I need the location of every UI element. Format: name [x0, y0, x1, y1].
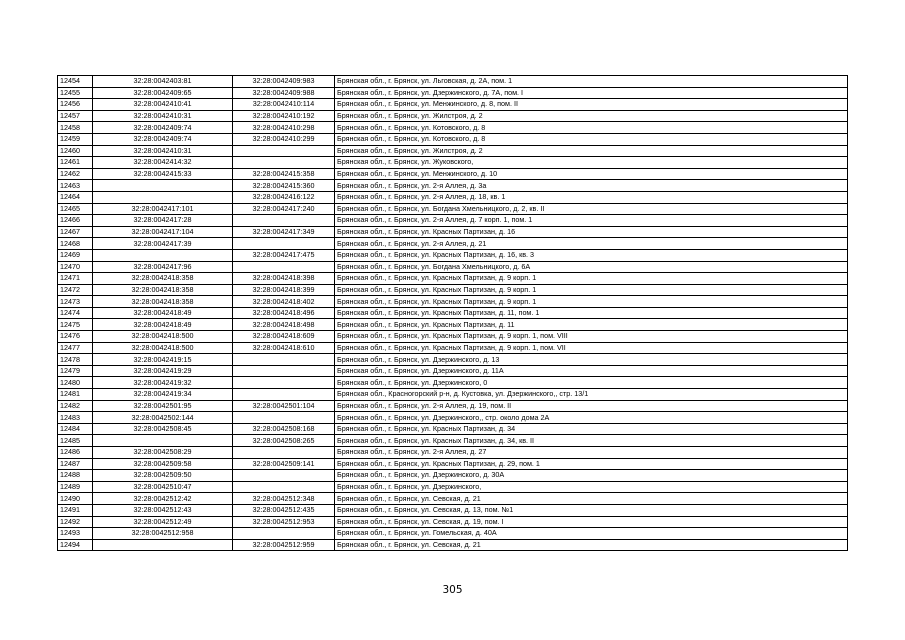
object-cadastral-number-cell: 32:28:0042417:475	[233, 249, 335, 261]
table-row	[58, 377, 848, 389]
land-cadastral-number-cell: 32:28:0042512:958	[93, 528, 233, 540]
address-cell: Брянская обл., г. Брянск, ул. Дзержинского,	[335, 481, 848, 493]
table-row	[58, 539, 848, 551]
address-cell: Брянская обл., г. Брянск, ул. Красных Партизан, д. 29, пом. 1	[335, 458, 848, 470]
table-row	[58, 493, 848, 505]
row-number-cell: 12474	[58, 307, 93, 319]
table-row	[58, 458, 848, 470]
address-cell: Брянская обл., г. Брянск, ул. 2-я Аллея, д. 19, пом. II	[335, 400, 848, 412]
property-register-table	[57, 75, 848, 551]
land-cadastral-number-cell: 32:28:0042410:41	[93, 99, 233, 111]
table-row	[58, 215, 848, 227]
table-row	[58, 365, 848, 377]
object-cadastral-number-cell: 32:28:0042415:358	[233, 168, 335, 180]
land-cadastral-number-cell: 32:28:0042417:104	[93, 226, 233, 238]
address-cell: Брянская обл., г. Брянск, ул. Льговская, д. 2А, пом. 1	[335, 76, 848, 88]
land-cadastral-number-cell: 32:28:0042417:39	[93, 238, 233, 250]
land-cadastral-number-cell: 32:28:0042419:29	[93, 365, 233, 377]
land-cadastral-number-cell: 32:28:0042418:49	[93, 307, 233, 319]
address-cell: Брянская обл., г. Брянск, ул. Севская, д. 21	[335, 493, 848, 505]
land-cadastral-number-cell: 32:28:0042415:33	[93, 168, 233, 180]
object-cadastral-number-cell	[233, 389, 335, 401]
object-cadastral-number-cell: 32:28:0042409:983	[233, 76, 335, 88]
table-row	[58, 342, 848, 354]
address-cell: Брянская обл., г. Брянск, ул. Дзержинского, д. 7А, пом. I	[335, 87, 848, 99]
object-cadastral-number-cell	[233, 157, 335, 169]
land-cadastral-number-cell: 32:28:0042419:32	[93, 377, 233, 389]
row-number-cell: 12484	[58, 423, 93, 435]
table-row	[58, 412, 848, 424]
address-cell: Брянская обл., г. Брянск, ул. 2-я Аллея, д. 27	[335, 447, 848, 459]
land-cadastral-number-cell: 32:28:0042403:81	[93, 76, 233, 88]
address-cell: Брянская обл., г. Брянск, ул. 2-я Аллея, д. 7 корп. 1, пом. 1	[335, 215, 848, 227]
table-row	[58, 191, 848, 203]
table-row	[58, 284, 848, 296]
object-cadastral-number-cell: 32:28:0042508:168	[233, 423, 335, 435]
object-cadastral-number-cell: 32:28:0042512:953	[233, 516, 335, 528]
address-cell: Брянская обл., г. Брянск, ул. Красных Партизан, д. 16	[335, 226, 848, 238]
land-cadastral-number-cell: 32:28:0042418:500	[93, 331, 233, 343]
object-cadastral-number-cell: 32:28:0042417:240	[233, 203, 335, 215]
row-number-cell: 12483	[58, 412, 93, 424]
land-cadastral-number-cell: 32:28:0042502:144	[93, 412, 233, 424]
row-number-cell: 12493	[58, 528, 93, 540]
table-row	[58, 389, 848, 401]
object-cadastral-number-cell	[233, 145, 335, 157]
table-row	[58, 435, 848, 447]
land-cadastral-number-cell	[93, 180, 233, 192]
object-cadastral-number-cell: 32:28:0042418:498	[233, 319, 335, 331]
address-cell: Брянская обл., г. Брянск, ул. 2-я Аллея, д. 18, кв. 1	[335, 191, 848, 203]
row-number-cell: 12457	[58, 110, 93, 122]
land-cadastral-number-cell: 32:28:0042418:49	[93, 319, 233, 331]
land-cadastral-number-cell: 32:28:0042418:358	[93, 273, 233, 285]
row-number-cell: 12463	[58, 180, 93, 192]
table-row	[58, 273, 848, 285]
address-cell: Брянская обл., г. Брянск, ул. Жуковского,	[335, 157, 848, 169]
table-row	[58, 516, 848, 528]
table-row	[58, 76, 848, 88]
row-number-cell: 12487	[58, 458, 93, 470]
row-number-cell: 12472	[58, 284, 93, 296]
row-number-cell: 12469	[58, 249, 93, 261]
table-row	[58, 133, 848, 145]
table-row	[58, 423, 848, 435]
object-cadastral-number-cell	[233, 354, 335, 366]
object-cadastral-number-cell	[233, 215, 335, 227]
address-cell: Брянская обл., г. Брянск, ул. Севская, д. 21	[335, 539, 848, 551]
address-cell: Брянская обл., г. Брянск, ул. Дзержинского, 0	[335, 377, 848, 389]
object-cadastral-number-cell: 32:28:0042418:402	[233, 296, 335, 308]
object-cadastral-number-cell: 32:28:0042418:496	[233, 307, 335, 319]
row-number-cell: 12480	[58, 377, 93, 389]
object-cadastral-number-cell	[233, 377, 335, 389]
address-cell: Брянская обл., г. Брянск, ул. Красных Партизан, д. 9 корп. 1	[335, 284, 848, 296]
land-cadastral-number-cell: 32:28:0042418:358	[93, 296, 233, 308]
row-number-cell: 12491	[58, 504, 93, 516]
table-row	[58, 122, 848, 134]
address-cell: Брянская обл., г. Брянск, ул. Красных Партизан, д. 34, кв. II	[335, 435, 848, 447]
row-number-cell: 12470	[58, 261, 93, 273]
table-row	[58, 296, 848, 308]
address-cell: Брянская обл., г. Брянск, ул. Севская, д. 13, пом. №1	[335, 504, 848, 516]
row-number-cell: 12465	[58, 203, 93, 215]
object-cadastral-number-cell: 32:28:0042512:348	[233, 493, 335, 505]
table-row	[58, 307, 848, 319]
table-row	[58, 226, 848, 238]
object-cadastral-number-cell	[233, 470, 335, 482]
address-cell: Брянская обл., г. Брянск, ул. Красных Партизан, д. 16, кв. 3	[335, 249, 848, 261]
table-row	[58, 87, 848, 99]
address-cell: Брянская обл., г. Брянск, ул. Менжинского, д. 10	[335, 168, 848, 180]
address-cell: Брянская обл., г. Брянск, ул. 2-я Аллея, д. 21	[335, 238, 848, 250]
row-number-cell: 12461	[58, 157, 93, 169]
land-cadastral-number-cell: 32:28:0042419:34	[93, 389, 233, 401]
row-number-cell: 12478	[58, 354, 93, 366]
object-cadastral-number-cell: 32:28:0042416:122	[233, 191, 335, 203]
row-number-cell: 12485	[58, 435, 93, 447]
row-number-cell: 12475	[58, 319, 93, 331]
row-number-cell: 12490	[58, 493, 93, 505]
object-cadastral-number-cell: 32:28:0042410:114	[233, 99, 335, 111]
table-row	[58, 319, 848, 331]
object-cadastral-number-cell	[233, 528, 335, 540]
land-cadastral-number-cell	[93, 435, 233, 447]
land-cadastral-number-cell	[93, 249, 233, 261]
table-row	[58, 354, 848, 366]
row-number-cell: 12466	[58, 215, 93, 227]
address-cell: Брянская обл., г. Брянск, ул. Дзержинского, д. 13	[335, 354, 848, 366]
land-cadastral-number-cell: 32:28:0042501:95	[93, 400, 233, 412]
row-number-cell: 12464	[58, 191, 93, 203]
object-cadastral-number-cell: 32:28:0042418:610	[233, 342, 335, 354]
row-number-cell: 12482	[58, 400, 93, 412]
object-cadastral-number-cell	[233, 261, 335, 273]
row-number-cell: 12467	[58, 226, 93, 238]
table-row	[58, 261, 848, 273]
land-cadastral-number-cell: 32:28:0042509:58	[93, 458, 233, 470]
address-cell: Брянская обл., г. Брянск, ул. Красных Партизан, д. 9 корп. 1	[335, 273, 848, 285]
land-cadastral-number-cell: 32:28:0042508:29	[93, 447, 233, 459]
address-cell: Брянская обл., г. Брянск, ул. Гомельская, д. 40А	[335, 528, 848, 540]
address-cell: Брянская обл., г. Брянск, ул. 2-я Аллея, д. 3а	[335, 180, 848, 192]
row-number-cell: 12494	[58, 539, 93, 551]
table-row	[58, 400, 848, 412]
land-cadastral-number-cell: 32:28:0042410:31	[93, 145, 233, 157]
address-cell: Брянская обл., Красногорский р-н, д. Кустовка, ул. Дзержинского,, стр. 13/1	[335, 389, 848, 401]
row-number-cell: 12456	[58, 99, 93, 111]
land-cadastral-number-cell: 32:28:0042418:358	[93, 284, 233, 296]
land-cadastral-number-cell: 32:28:0042409:65	[93, 87, 233, 99]
land-cadastral-number-cell: 32:28:0042512:49	[93, 516, 233, 528]
address-cell: Брянская обл., г. Брянск, ул. Дзержинского,, стр. около дома 2А	[335, 412, 848, 424]
object-cadastral-number-cell: 32:28:0042418:398	[233, 273, 335, 285]
object-cadastral-number-cell	[233, 481, 335, 493]
table-row	[58, 110, 848, 122]
object-cadastral-number-cell: 32:28:0042418:399	[233, 284, 335, 296]
object-cadastral-number-cell: 32:28:0042410:299	[233, 133, 335, 145]
address-cell: Брянская обл., г. Брянск, ул. Красных Партизан, д. 11	[335, 319, 848, 331]
object-cadastral-number-cell: 32:28:0042418:609	[233, 331, 335, 343]
table-row	[58, 99, 848, 111]
land-cadastral-number-cell: 32:28:0042509:50	[93, 470, 233, 482]
row-number-cell: 12460	[58, 145, 93, 157]
table-row	[58, 249, 848, 261]
address-cell: Брянская обл., г. Брянск, ул. Котовского, д. 8	[335, 122, 848, 134]
address-cell: Брянская обл., г. Брянск, ул. Богдана Хмельницкого, д. 2, кв. II	[335, 203, 848, 215]
land-cadastral-number-cell: 32:28:0042512:43	[93, 504, 233, 516]
land-cadastral-number-cell	[93, 539, 233, 551]
address-cell: Брянская обл., г. Брянск, ул. Красных Партизан, д. 11, пом. 1	[335, 307, 848, 319]
land-cadastral-number-cell: 32:28:0042418:500	[93, 342, 233, 354]
land-cadastral-number-cell: 32:28:0042512:42	[93, 493, 233, 505]
table-row	[58, 447, 848, 459]
object-cadastral-number-cell: 32:28:0042415:360	[233, 180, 335, 192]
address-cell: Брянская обл., г. Брянск, ул. Жилстроя, д. 2	[335, 110, 848, 122]
row-number-cell: 12455	[58, 87, 93, 99]
address-cell: Брянская обл., г. Брянск, ул. Красных Партизан, д. 9 корп. 1	[335, 296, 848, 308]
address-cell: Брянская обл., г. Брянск, ул. Дзержинского, д. 11А	[335, 365, 848, 377]
address-cell: Брянская обл., г. Брянск, ул. Красных Партизан, д. 9 корп. 1, пом. VII	[335, 342, 848, 354]
land-cadastral-number-cell: 32:28:0042419:15	[93, 354, 233, 366]
row-number-cell: 12489	[58, 481, 93, 493]
land-cadastral-number-cell: 32:28:0042510:47	[93, 481, 233, 493]
land-cadastral-number-cell: 32:28:0042417:101	[93, 203, 233, 215]
row-number-cell: 12477	[58, 342, 93, 354]
row-number-cell: 12454	[58, 76, 93, 88]
table-row	[58, 203, 848, 215]
address-cell: Брянская обл., г. Брянск, ул. Красных Партизан, д. 34	[335, 423, 848, 435]
row-number-cell: 12476	[58, 331, 93, 343]
address-cell: Брянская обл., г. Брянск, ул. Менжинского, д. 8, пом. II	[335, 99, 848, 111]
table-row	[58, 180, 848, 192]
object-cadastral-number-cell	[233, 447, 335, 459]
land-cadastral-number-cell: 32:28:0042417:28	[93, 215, 233, 227]
address-cell: Брянская обл., г. Брянск, ул. Дзержинского, д. 30А	[335, 470, 848, 482]
table-row	[58, 331, 848, 343]
land-cadastral-number-cell: 32:28:0042417:96	[93, 261, 233, 273]
object-cadastral-number-cell	[233, 238, 335, 250]
table-row	[58, 481, 848, 493]
table-row	[58, 157, 848, 169]
land-cadastral-number-cell	[93, 191, 233, 203]
address-cell: Брянская обл., г. Брянск, ул. Севская, д. 19, пом. I	[335, 516, 848, 528]
table-row	[58, 504, 848, 516]
object-cadastral-number-cell: 32:28:0042410:192	[233, 110, 335, 122]
land-cadastral-number-cell: 32:28:0042409:74	[93, 133, 233, 145]
address-cell: Брянская обл., г. Брянск, ул. Котовского, д. 8	[335, 133, 848, 145]
object-cadastral-number-cell: 32:28:0042417:349	[233, 226, 335, 238]
row-number-cell: 12492	[58, 516, 93, 528]
address-cell: Брянская обл., г. Брянск, ул. Жилстроя, д. 2	[335, 145, 848, 157]
row-number-cell: 12462	[58, 168, 93, 180]
land-cadastral-number-cell: 32:28:0042409:74	[93, 122, 233, 134]
row-number-cell: 12471	[58, 273, 93, 285]
object-cadastral-number-cell: 32:28:0042409:988	[233, 87, 335, 99]
object-cadastral-number-cell: 32:28:0042501:104	[233, 400, 335, 412]
address-cell: Брянская обл., г. Брянск, ул. Богдана Хмельницкого, д. 6А	[335, 261, 848, 273]
land-cadastral-number-cell: 32:28:0042414:32	[93, 157, 233, 169]
row-number-cell: 12473	[58, 296, 93, 308]
row-number-cell: 12486	[58, 447, 93, 459]
object-cadastral-number-cell: 32:28:0042410:298	[233, 122, 335, 134]
property-register-body	[58, 76, 848, 551]
object-cadastral-number-cell: 32:28:0042509:141	[233, 458, 335, 470]
object-cadastral-number-cell	[233, 365, 335, 377]
row-number-cell: 12481	[58, 389, 93, 401]
table-row	[58, 470, 848, 482]
object-cadastral-number-cell: 32:28:0042512:435	[233, 504, 335, 516]
table-row	[58, 168, 848, 180]
row-number-cell: 12479	[58, 365, 93, 377]
row-number-cell: 12458	[58, 122, 93, 134]
table-row	[58, 145, 848, 157]
page-number: 305	[442, 584, 463, 596]
object-cadastral-number-cell: 32:28:0042512:959	[233, 539, 335, 551]
row-number-cell: 12468	[58, 238, 93, 250]
land-cadastral-number-cell: 32:28:0042410:31	[93, 110, 233, 122]
address-cell: Брянская обл., г. Брянск, ул. Красных Партизан, д. 9 корп. 1, пом. VIII	[335, 331, 848, 343]
row-number-cell: 12459	[58, 133, 93, 145]
table-row	[58, 528, 848, 540]
row-number-cell: 12488	[58, 470, 93, 482]
object-cadastral-number-cell: 32:28:0042508:265	[233, 435, 335, 447]
object-cadastral-number-cell	[233, 412, 335, 424]
land-cadastral-number-cell: 32:28:0042508:45	[93, 423, 233, 435]
table-row	[58, 238, 848, 250]
